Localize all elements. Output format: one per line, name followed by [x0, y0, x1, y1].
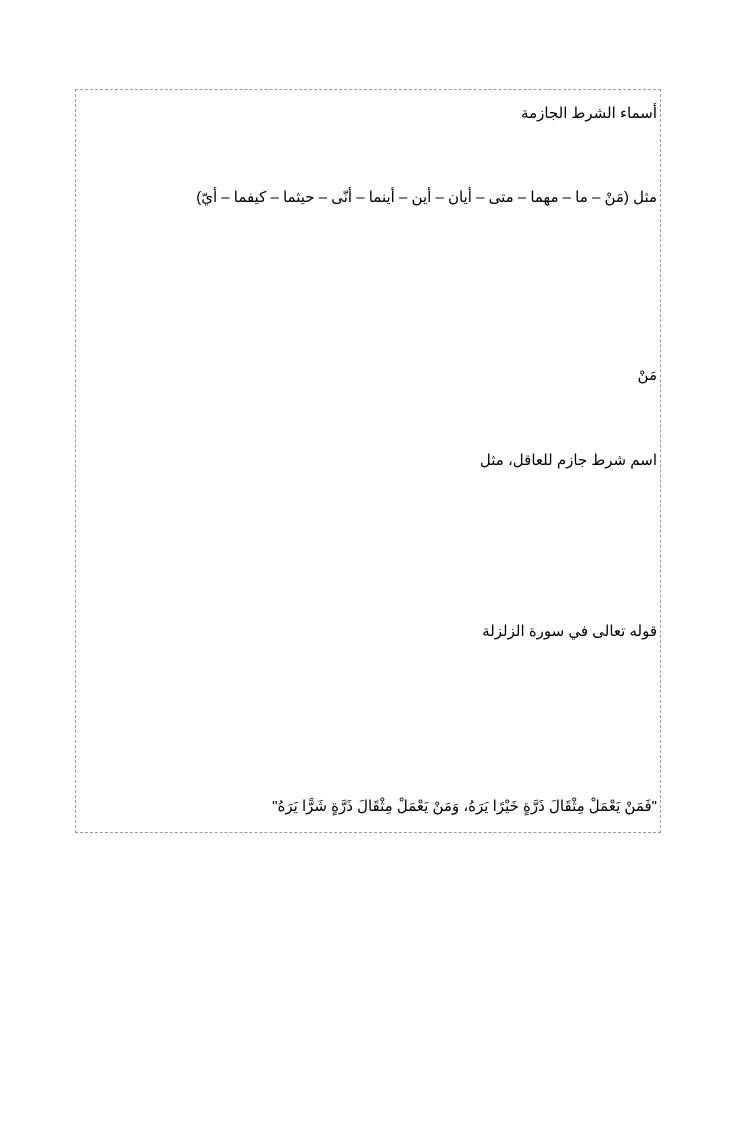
definition-text: اسم شرط جازم للعاقل، مثل: [479, 452, 657, 469]
quote-intro: قوله تعالى في سورة الزلزلة: [482, 623, 657, 640]
document-heading: أسماء الشرط الجازمة: [521, 105, 657, 122]
examples-line: مثل (مَنْ – ما – مهما – متى – أيان – أين – أينما – أنّى – حيثما – كيفما – أيّ): [196, 189, 657, 206]
quran-quote: "فَمَنْ يَعْمَلْ مِثْقَالَ ذَرَّةٍ خَيْرًا يَرَهُ، وَمَنْ يَعْمَلْ مِثْقَالَ ذَرَّةٍ شَرًّا يَرَهُ": [272, 798, 657, 815]
term-label: مَنْ: [637, 367, 657, 384]
